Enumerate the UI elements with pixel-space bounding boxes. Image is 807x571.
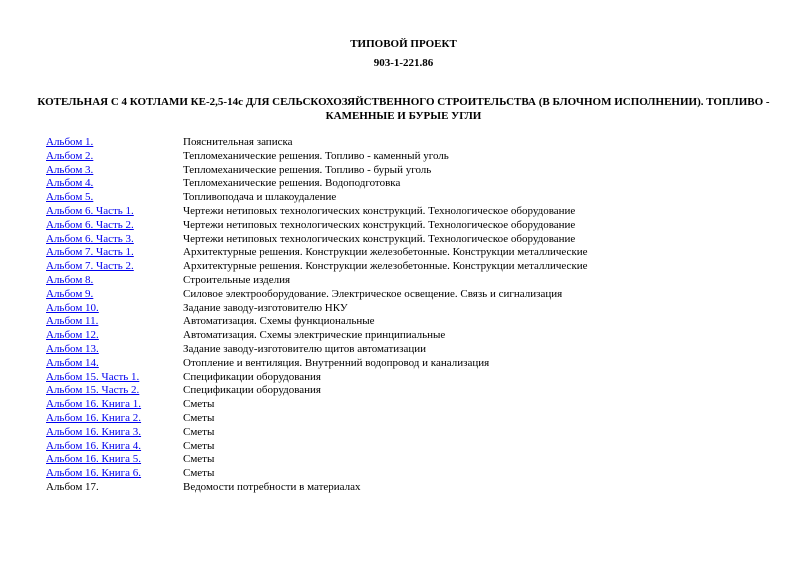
album-cell — [43, 260, 183, 274]
album-row — [43, 371, 743, 385]
album-link[interactable]: Альбом 6. Часть 2. — [46, 218, 134, 231]
album-cell — [43, 426, 183, 440]
album-link[interactable]: Альбом 12. — [46, 329, 99, 342]
album-description: Спецификации оборудования — [183, 384, 321, 397]
album-description: Тепломеханические решения. Топливо - бурый уголь — [183, 163, 432, 176]
album-row — [43, 357, 743, 371]
album-description: Силовое электрооборудование. Электрическое освещение. Связь и сигнализация — [183, 287, 563, 300]
album-description: Сметы — [183, 398, 215, 411]
album-description: Чертежи нетиповых технологических конструкций. Технологическое оборудование — [183, 204, 576, 217]
album-row — [43, 136, 743, 150]
album-cell — [43, 233, 183, 247]
album-cell — [43, 150, 183, 164]
album-cell — [43, 412, 183, 426]
album-link[interactable]: Альбом 4. — [46, 177, 94, 190]
album-row — [43, 440, 743, 454]
album-cell — [43, 164, 183, 178]
album-cell — [43, 329, 183, 343]
album-cell — [43, 177, 183, 191]
album-link[interactable]: Альбом 16. Книга 6. — [46, 467, 142, 480]
album-row — [43, 205, 743, 219]
album-description: Топливоподача и шлакоудаление — [183, 191, 337, 204]
album-description: Архитектурные решения. Конструкции железобетонные. Конструкции металлические — [183, 246, 588, 259]
album-row — [43, 274, 743, 288]
album-link[interactable]: Альбом 3. — [46, 163, 94, 176]
album-link[interactable]: Альбом 7. Часть 1. — [46, 246, 134, 259]
album-row — [43, 453, 743, 467]
album-row — [43, 260, 743, 274]
project-type-heading: ТИПОВОЙ ПРОЕКТ — [350, 38, 457, 50]
album-cell — [43, 357, 183, 371]
album-description: Архитектурные решения. Конструкции железобетонные. Конструкции металлические — [183, 260, 588, 273]
album-link[interactable]: Альбом 8. — [46, 273, 94, 286]
album-row — [43, 233, 743, 247]
album-row — [43, 343, 743, 357]
album-link[interactable]: Альбом 2. — [46, 149, 94, 162]
album-label: Альбом 17. — [46, 480, 99, 493]
album-cell — [43, 191, 183, 205]
album-link[interactable]: Альбом 5. — [46, 191, 94, 204]
album-link[interactable]: Альбом 16. Книга 3. — [46, 425, 142, 438]
album-description: Задание заводу-изготовителю щитов автоматизации — [183, 342, 427, 355]
album-row — [43, 481, 743, 495]
album-link[interactable]: Альбом 10. — [46, 301, 99, 314]
album-row — [43, 426, 743, 440]
album-cell — [43, 315, 183, 329]
album-row — [43, 219, 743, 233]
album-rows — [43, 136, 743, 495]
album-link[interactable]: Альбом 7. Часть 2. — [46, 260, 134, 273]
album-cell — [43, 384, 183, 398]
album-table — [43, 136, 743, 495]
album-row — [43, 288, 743, 302]
album-row — [43, 177, 743, 191]
album-link[interactable]: Альбом 16. Книга 2. — [46, 411, 142, 424]
album-link[interactable]: Альбом 11. — [46, 315, 99, 328]
album-cell — [43, 398, 183, 412]
album-description: Тепломеханические решения. Водоподготовка — [183, 177, 401, 190]
album-cell — [43, 467, 183, 481]
album-row — [43, 467, 743, 481]
album-description: Отопление и вентиляция. Внутренний водопровод и канализация — [183, 356, 490, 369]
album-description: Сметы — [183, 453, 215, 466]
album-link[interactable]: Альбом 16. Книга 1. — [46, 398, 142, 411]
album-link[interactable]: Альбом 1. — [46, 136, 94, 148]
album-row — [43, 329, 743, 343]
album-row — [43, 302, 743, 316]
album-description: Сметы — [183, 467, 215, 480]
album-cell — [43, 440, 183, 454]
album-description: Автоматизация. Схемы функциональные — [183, 315, 375, 328]
album-description: Тепломеханические решения. Топливо - каменный уголь — [183, 149, 449, 162]
project-code-heading: 903-1-221.86 — [373, 57, 434, 69]
album-description: Спецификации оборудования — [183, 370, 321, 383]
album-description: Задание заводу-изготовителю НКУ — [183, 301, 348, 314]
album-cell — [43, 205, 183, 219]
album-cell — [43, 288, 183, 302]
album-row — [43, 150, 743, 164]
album-description: Пояснительная записка — [183, 136, 293, 148]
album-link[interactable]: Альбом 15. Часть 1. — [46, 370, 140, 383]
album-description: Строительные изделия — [183, 273, 291, 286]
album-link[interactable]: Альбом 16. Книга 5. — [46, 453, 142, 466]
album-cell — [43, 302, 183, 316]
album-link[interactable]: Альбом 15. Часть 2. — [46, 384, 140, 397]
album-description: Автоматизация. Схемы электрические принципиальные — [183, 329, 446, 342]
album-cell — [43, 481, 183, 495]
album-row — [43, 191, 743, 205]
album-link[interactable]: Альбом 9. — [46, 287, 94, 300]
album-row — [43, 315, 743, 329]
album-description: Сметы — [183, 411, 215, 424]
album-description: Сметы — [183, 425, 215, 438]
album-row — [43, 384, 743, 398]
album-link[interactable]: Альбом 13. — [46, 342, 99, 355]
album-cell — [43, 219, 183, 233]
project-title: КОТЕЛЬНАЯ С 4 КОТЛАМИ КЕ-2,5-14с ДЛЯ СЕЛЬСКОХОЗЯЙСТВЕННОГО СТРОИТЕЛЬСТВА (В БЛОЧНОМ ИСПОЛНЕНИИ). ТОПЛИВО - КАМЕННЫЕ И БУРЫЕ УГЛИ — [37, 96, 770, 122]
album-row — [43, 398, 743, 412]
album-description: Чертежи нетиповых технологических конструкций. Технологическое оборудование — [183, 218, 576, 231]
album-description: Сметы — [183, 439, 215, 452]
album-description: Ведомости потребности в материалах — [183, 480, 361, 493]
album-link[interactable]: Альбом 14. — [46, 356, 99, 369]
album-cell — [43, 371, 183, 385]
album-row — [43, 412, 743, 426]
album-cell — [43, 343, 183, 357]
album-cell — [43, 136, 183, 150]
album-cell — [43, 453, 183, 467]
album-row — [43, 164, 743, 178]
album-link[interactable]: Альбом 6. Часть 3. — [46, 232, 134, 245]
album-cell — [43, 246, 183, 260]
album-link[interactable]: Альбом 6. Часть 1. — [46, 204, 134, 217]
album-cell — [43, 274, 183, 288]
album-link[interactable]: Альбом 16. Книга 4. — [46, 439, 142, 452]
album-description: Чертежи нетиповых технологических конструкций. Технологическое оборудование — [183, 232, 576, 245]
album-row — [43, 246, 743, 260]
